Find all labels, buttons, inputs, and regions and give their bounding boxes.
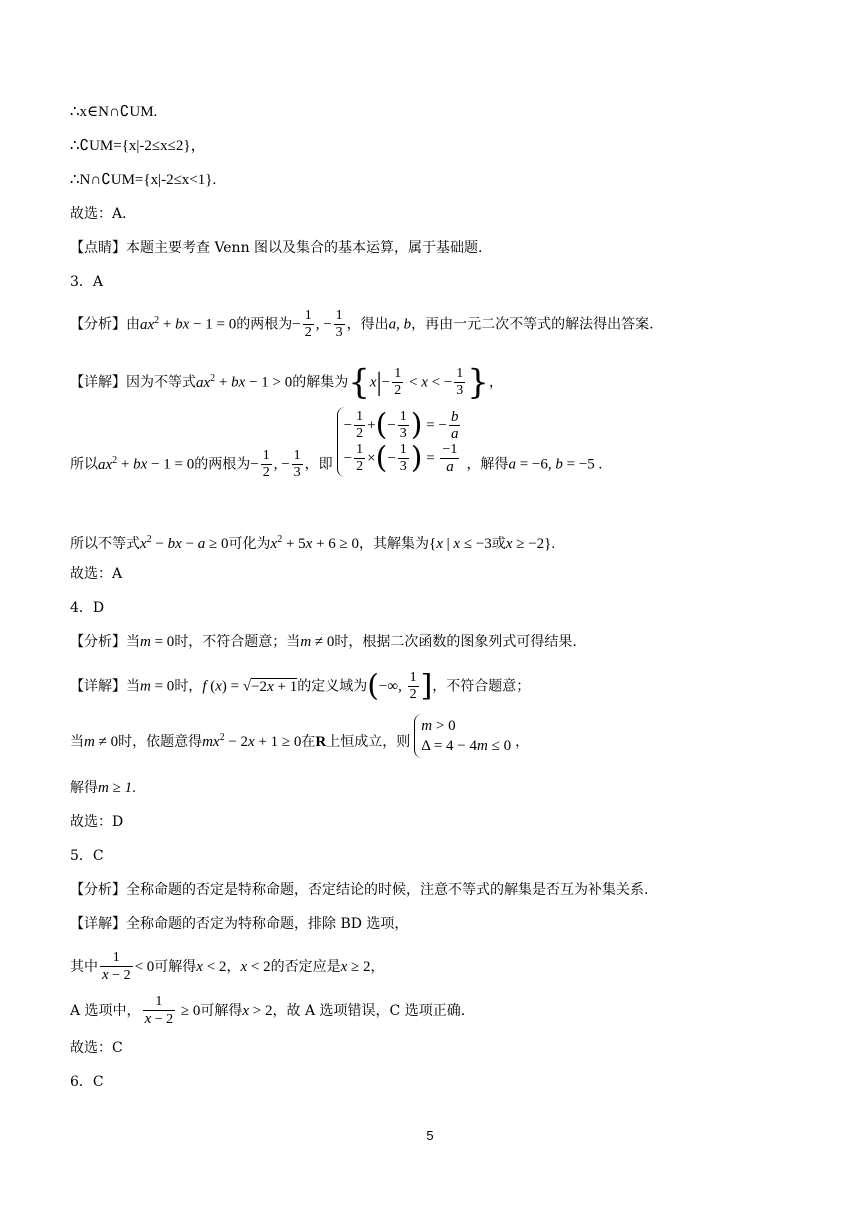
q4-analysis: 【分析】当m = 0时，不符合题意；当m ≠ 0时，根据二次函数的图象列式可得结果. bbox=[70, 634, 577, 650]
q3-analysis-roots: 的两根为 bbox=[236, 316, 293, 333]
q3-so-solve: ，解得 bbox=[466, 456, 509, 473]
q5-detail-text: 【详解】全称命题的否定为特称命题，排除 BD 选项， bbox=[70, 916, 409, 932]
q4-detail-domain: 的定义域为 bbox=[297, 678, 368, 695]
q3-so-prefix: 所以 bbox=[70, 456, 98, 473]
q3-detail: 【详解】因为不等式$ax^2$ + bx − 1 > 0的解集为{x|− $\frac{1}{2}$ < x < − $\frac{1}{3}$ }， bbox=[70, 362, 503, 403]
q3-ineq-set: ，其解集为 bbox=[359, 536, 430, 552]
remark-text: 【点睛】本题主要考查 Venn 图以及集合的基本运算，属于基础题. bbox=[70, 240, 483, 256]
q3-ineq: 所以不等式$x^2$ − bx − a ≥ 0可化为$x^2 + 5x + 6 \ge 0$，其解集为{x | x ≤ −3或x ≥ −2}. bbox=[70, 534, 556, 552]
remark-line bbox=[70, 238, 483, 258]
q3-ineq-prefix: 所以不等式 bbox=[70, 536, 140, 552]
q4-solve-prefix: 解得 bbox=[70, 780, 98, 796]
q4-heading-text: 4．D bbox=[70, 600, 105, 616]
choose-a-text: 故选：A． bbox=[70, 206, 137, 222]
q5-where: 其中 $\frac{1}{x - 2}$ < 0可解得x < 2，x < 2的否定应是x ≥ 2， bbox=[70, 950, 385, 983]
page-number: 5 bbox=[426, 1128, 434, 1143]
q5-heading bbox=[70, 846, 104, 866]
q3-heading bbox=[70, 272, 103, 292]
q5-heading-text: 5．C bbox=[70, 848, 104, 864]
choose-a-line bbox=[70, 204, 136, 224]
q5-where-neg: 的否定应是 bbox=[270, 959, 341, 975]
line-1 bbox=[70, 102, 157, 122]
q3-ineq-or: 或 bbox=[491, 536, 506, 552]
q5-detail bbox=[70, 914, 408, 934]
q4-m-prefix: 当 bbox=[70, 734, 84, 750]
q3-detail-prefix: 【详解】因为不等式 bbox=[70, 374, 196, 391]
q3-so-ie: ，即 bbox=[304, 456, 333, 473]
q5-where-solve: 可解得 bbox=[154, 959, 197, 975]
line-1-text: ∴x∈N∩∁UM. bbox=[70, 104, 158, 120]
q4-choose-text: 故选：D bbox=[70, 814, 124, 830]
q3-analysis-prefix: 【分析】由 bbox=[70, 316, 140, 333]
line-3 bbox=[70, 170, 216, 190]
line-2-text: ∴∁UM={x|-2≤x≤2}， bbox=[70, 138, 206, 154]
q3-ineq-convert: 可化为 bbox=[228, 536, 271, 552]
q6-heading bbox=[70, 1072, 104, 1092]
line-3-text: ∴N∩∁UM={x|-2≤x<1}. bbox=[70, 172, 217, 188]
q3-choose-text: 故选：A bbox=[70, 566, 123, 582]
q3-detail-set: 的解集为 bbox=[292, 374, 349, 391]
q4-m-then: 上恒成立，则 bbox=[326, 734, 411, 750]
q5-option-a-solve: 可解得 bbox=[200, 1003, 243, 1019]
q3-analysis-get: ，得出 bbox=[346, 316, 389, 333]
q6-heading-text: 6．C bbox=[70, 1074, 104, 1090]
q4-solve: 解得m ≥ 1. bbox=[70, 780, 136, 796]
q4-analysis-mid: 时，不符合题意；当 bbox=[174, 634, 301, 650]
q5-choose bbox=[70, 1038, 123, 1058]
q4-detail-suffix: ，不符合题意； bbox=[432, 678, 531, 695]
q5-analysis-text: 【分析】全称命题的否定是特称命题，否定结论的时候，注意不等式的解集是否互为补集关系. bbox=[70, 882, 649, 898]
q5-option-a-prefix: A 选项中， bbox=[70, 1003, 141, 1019]
q4-heading bbox=[70, 598, 104, 618]
q5-analysis bbox=[70, 880, 648, 900]
q3-so: 所以$ax^2$ + bx − 1 = 0的两根为− $\frac{1}{2}$ , − $\frac{1}{3}$ ，即 − $\frac{1}{2}$ +(− $\frac{1}{3}$ ) = − $\frac{b}{a}$ − $\frac{1}{2}$ ×(− $\frac{1}{3}$ ) = $\frac{-1}{a}$ ，解得a = −6, b = −5 . bbox=[70, 407, 603, 480]
q4-m-on: 在 bbox=[301, 734, 316, 750]
q4-detail-when: 时， bbox=[174, 678, 203, 695]
q4-choose bbox=[70, 812, 123, 832]
q4-condition-system: m > 0 Δ = 4 − 4m ≤ 0 bbox=[414, 714, 511, 758]
q5-choose-text: 故选：C bbox=[70, 1040, 123, 1056]
q5-option-a: A 选项中， $\frac{1}{x - 2}$ ≥ 0可解得x > 2，故 A 选项错误，C 选项正确. bbox=[70, 994, 466, 1027]
q3-equation-system: − $\frac{1}{2}$ +(− $\frac{1}{3}$ ) = − $\frac{b}{a}$ − $\frac{1}{2}$ ×(− $\frac{1}{3}$ ) = $\frac{-1}{a}$ bbox=[337, 407, 463, 477]
q3-analysis-suffix: ，再由一元二次不等式的解法得出答案. bbox=[411, 316, 654, 333]
q4-analysis-suffix: 时，根据二次函数的图象列式可得结果. bbox=[334, 634, 577, 650]
q5-option-a-suffix: ，故 A 选项错误，C 选项正确. bbox=[272, 1003, 466, 1019]
q3-choose bbox=[70, 564, 122, 584]
q4-analysis-prefix: 【分析】当 bbox=[70, 634, 140, 650]
q4-m-line: 当m ≠ 0时，依题意得$mx^2 - 2x + 1 \ge 0$在R上恒成立，则 m > 0 Δ = 4 − 4m ≤ 0 ， bbox=[70, 726, 529, 758]
line-2 bbox=[70, 136, 206, 156]
q4-detail: 【详解】当m = 0时，f (x) = √−2x + 1的定义域为(−∞, $\frac{1}{2}$ ]，不符合题意； bbox=[70, 668, 531, 704]
q3-analysis: 【分析】由$ax^2$ + bx − 1 = 0的两根为− $\frac{1}{2}$ , − $\frac{1}{3}$ ，得出a, b，再由一元二次不等式的解法得出答案. bbox=[70, 308, 654, 340]
q5-where-prefix: 其中 bbox=[70, 959, 98, 975]
q4-detail-prefix: 【详解】当 bbox=[70, 678, 140, 695]
q4-m-mid: 时，依题意得 bbox=[118, 734, 203, 750]
q3-heading-text: 3．A bbox=[70, 274, 104, 290]
q3-so-roots: 的两根为 bbox=[194, 456, 251, 473]
